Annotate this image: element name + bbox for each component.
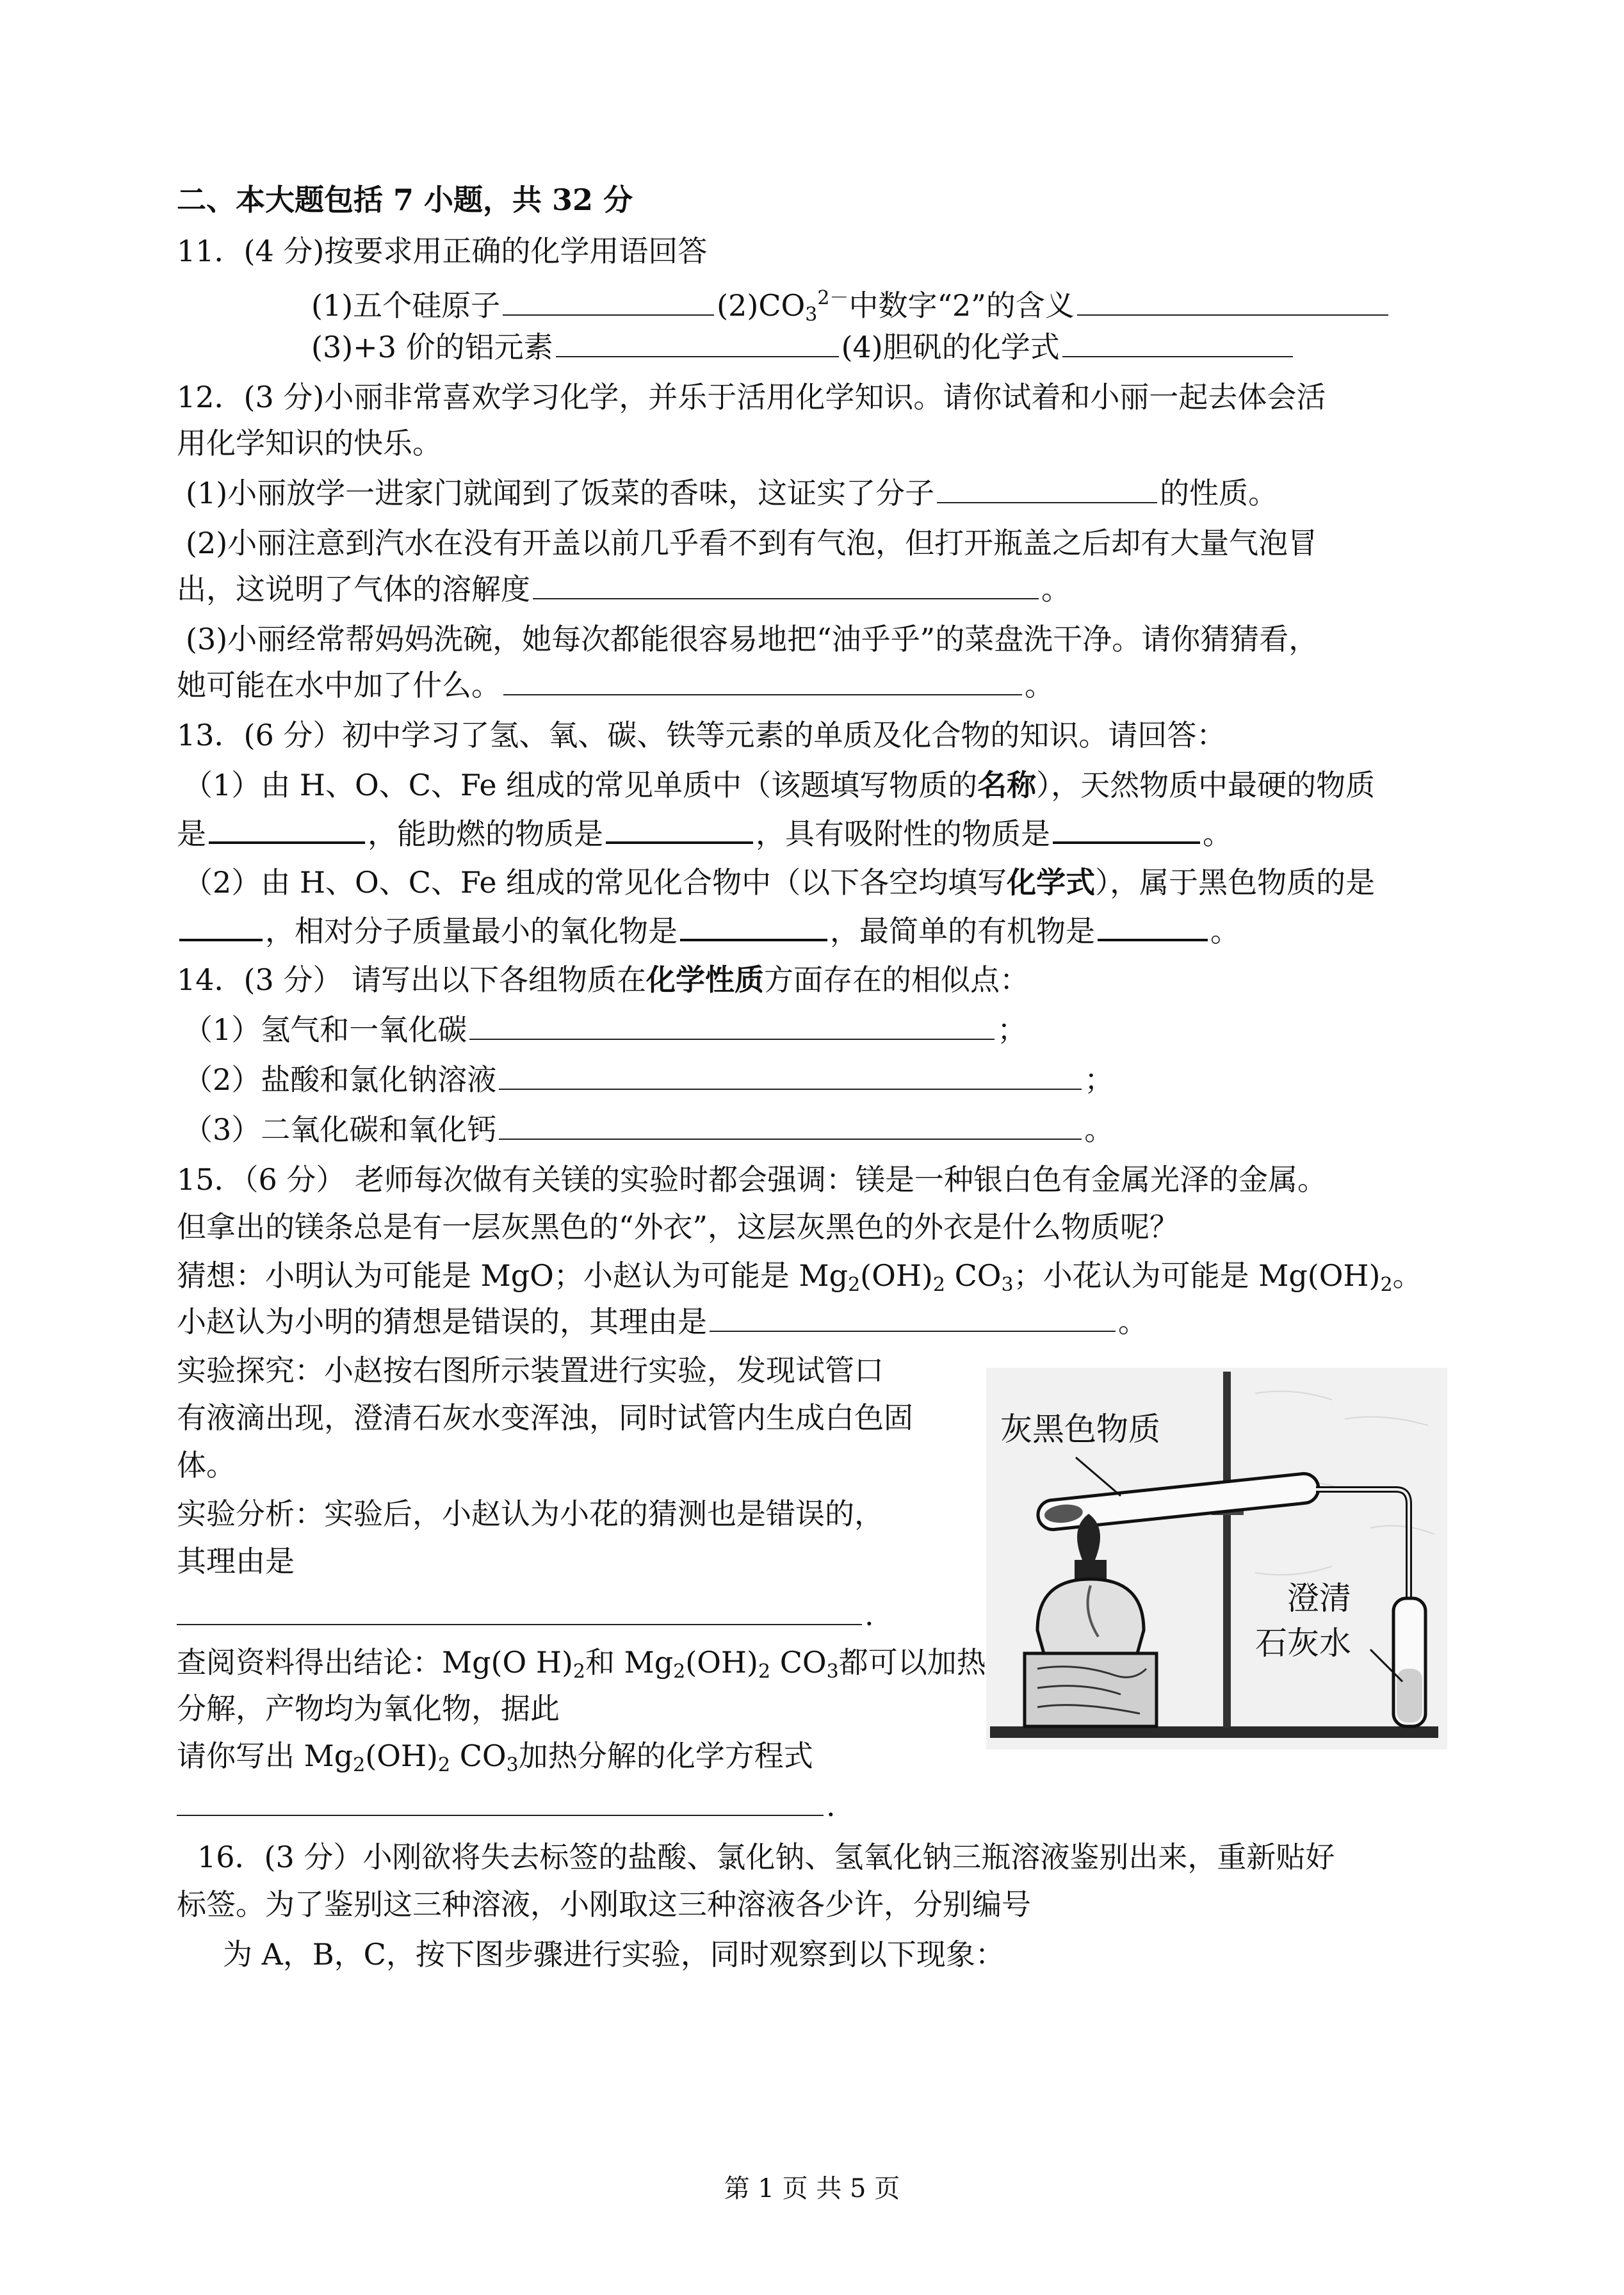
q14-part2: （2）盐酸和氯化钠溶液 ；: [183, 1060, 1114, 1099]
q15-guesses: 猜想：小明认为可能是 MgO；小赵认为可能是 $Mg_2(OH)_2$ $CO_3$；小花认为可能是 $Mg(OH)_2$。: [177, 1258, 1422, 1296]
q12-part3-line1: (3)小丽经常帮妈妈洗碗，她每次都能很容易地把“油乎乎”的菜盘洗干净。请你猜猜看，: [186, 622, 1319, 656]
q13-part1-line1: （1）由 H、O、C、Fe 组成的常见单质中（该题填写物质的名称），天然物质中最硬的物质: [183, 768, 1376, 802]
q14-stem: 14．(3 分） 请写出以下各组物质在化学性质方面存在的相似点：: [177, 962, 1029, 997]
q13-blank6[interactable]: [1098, 911, 1208, 941]
q11-part3: (3)+3 价的铝元素: [311, 330, 553, 364]
q15-stem-line1: 15．（6 分） 老师每次做有关镁的实验时都会强调：镁是一种银白色有金属光泽的金属。: [177, 1162, 1328, 1197]
q13-part2-line2: ，相对分子质量最小的氧化物是 ，最简单的有机物是 。: [177, 911, 1240, 950]
q15-stem-line2: 但拿出的镁条总是有一层灰黑色的“外衣”，这层灰黑色的外衣是什么物质呢？: [177, 1210, 1180, 1244]
q12-blank1[interactable]: [937, 474, 1157, 503]
q12-stem-line2: 用化学知识的快乐。: [177, 426, 442, 460]
q15-analysis-answer: .: [177, 1596, 874, 1634]
q15-exp-line3: 体。: [177, 1448, 236, 1482]
q13-part2-line1: （2）由 H、O、C、Fe 组成的常见化合物中（以下各空均填写化学式），属于黑色物质的是: [183, 865, 1376, 900]
q15-equation-answer: .: [177, 1787, 836, 1825]
q15-reference-line1: 查阅资料得出结论：Mg(O $H)_2$和 $Mg_2(OH)_2$ $CO_3$都可以加热: [177, 1645, 986, 1683]
q11-part1: (1)五个硅原子: [311, 288, 501, 323]
q13-blank5[interactable]: [680, 911, 827, 941]
q16-line1: 16．(3 分）小刚欲将失去标签的盐酸、氯化钠、氢氧化钠三瓶溶液鉴别出来，重新贴好: [197, 1840, 1335, 1874]
q14-blank1[interactable]: [469, 1010, 995, 1040]
q12-part2-line1: (2)小丽注意到汽水在没有开盖以前几乎看不到有气泡，但打开瓶盖之后却有大量气泡冒: [186, 526, 1318, 560]
q12-blank3[interactable]: [503, 666, 1022, 695]
q13-blank4[interactable]: [179, 911, 263, 941]
q11-part2-formula: $(2)CO_3^{2-}$: [717, 287, 849, 326]
label-clear: 澄清: [1287, 1580, 1351, 1617]
label-limewater: 石灰水: [1255, 1625, 1351, 1662]
q15-analysis-line2: 其理由是: [177, 1544, 295, 1578]
q16-line2: 标签。为了鉴别这三种溶液，小刚取这三种溶液各少许，分别编号: [177, 1887, 1031, 1922]
q15-blank1[interactable]: [710, 1302, 1116, 1332]
q12-stem-line1: 12．(3 分)小丽非常喜欢学习化学，并乐于活用化学知识。请你试着和小丽一起去体会活: [177, 380, 1326, 414]
page-footer: 第 1 页 共 5 页: [724, 2174, 900, 2203]
label-gray-black-solid: 灰黑色物质: [1000, 1411, 1160, 1448]
q11-blank4[interactable]: [1062, 328, 1293, 357]
q14-part1: （1）氢气和一氧化碳 ；: [183, 1010, 1027, 1049]
q11-blank1[interactable]: [503, 286, 714, 316]
q11-part2-text: 中数字“2”的含义: [849, 288, 1075, 323]
q15-reason: 小赵认为小明的猜想是错误的，其理由是 。: [177, 1302, 1148, 1341]
q15-blank3[interactable]: [177, 1787, 824, 1816]
wooden-block: [1025, 1653, 1157, 1726]
apparatus-figure: [986, 1368, 1447, 1749]
q13-blank3[interactable]: [1053, 813, 1200, 844]
q12-part1: (1)小丽放学一进家门就闻到了饭菜的香味，这证实了分子 的性质。: [186, 474, 1278, 512]
q15-blank2[interactable]: [177, 1596, 862, 1625]
q16-line3: 为 A，B，C，按下图步骤进行实验，同时观察到以下现象：: [223, 1937, 1005, 1972]
q11-blank2[interactable]: [1077, 286, 1388, 316]
q13-part1-line2: 是 ，能助燃的物质是 ，具有吸附性的物质是 。: [177, 813, 1232, 853]
q15-exp-line2: 有液滴出现，澄清石灰水变浑浊，同时试管内生成白色固: [177, 1400, 913, 1435]
q14-blank3[interactable]: [499, 1110, 1082, 1140]
q11-stem: 11．(4 分)按要求用正确的化学用语回答: [177, 234, 708, 268]
q12-part3-line2: 她可能在水中加了什么。 。: [177, 666, 1054, 704]
q12-blank2[interactable]: [533, 570, 1039, 599]
q14-part3: （3）二氧化碳和氧化钙 。: [183, 1110, 1114, 1149]
q11-line2: [311, 328, 1295, 366]
q15-equation-prompt: 请你写出 $Mg_2(OH)_2$ $CO_3$加热分解的化学方程式: [177, 1739, 813, 1776]
q13-blank1[interactable]: [209, 813, 365, 844]
q11-line1: [311, 279, 1391, 334]
q14-blank2[interactable]: [499, 1060, 1082, 1090]
section-heading: 二、本大题包括 7 小题，共 32 分: [177, 182, 633, 217]
q11-blank3[interactable]: [556, 328, 839, 357]
q13-stem: 13．(6 分）初中学习了氢、氧、碳、铁等元素的单质及化合物的知识。请回答：: [177, 718, 1226, 752]
q11-part4: (4)胆矾的化学式: [841, 330, 1060, 364]
q15-reference-line2: 分解，产物均为氧化物，据此: [177, 1691, 560, 1726]
q12-part2-line2: 出，这说明了气体的溶解度 。: [177, 570, 1071, 608]
stand-rod: [1223, 1372, 1231, 1728]
q15-exp-line1: 实验探究：小赵按右图所示装置进行实验，发现试管口: [177, 1353, 884, 1388]
q13-blank2[interactable]: [606, 813, 753, 844]
q15-analysis-line1: 实验分析：实验后，小赵认为小花的猜测也是错误的，: [177, 1496, 884, 1531]
